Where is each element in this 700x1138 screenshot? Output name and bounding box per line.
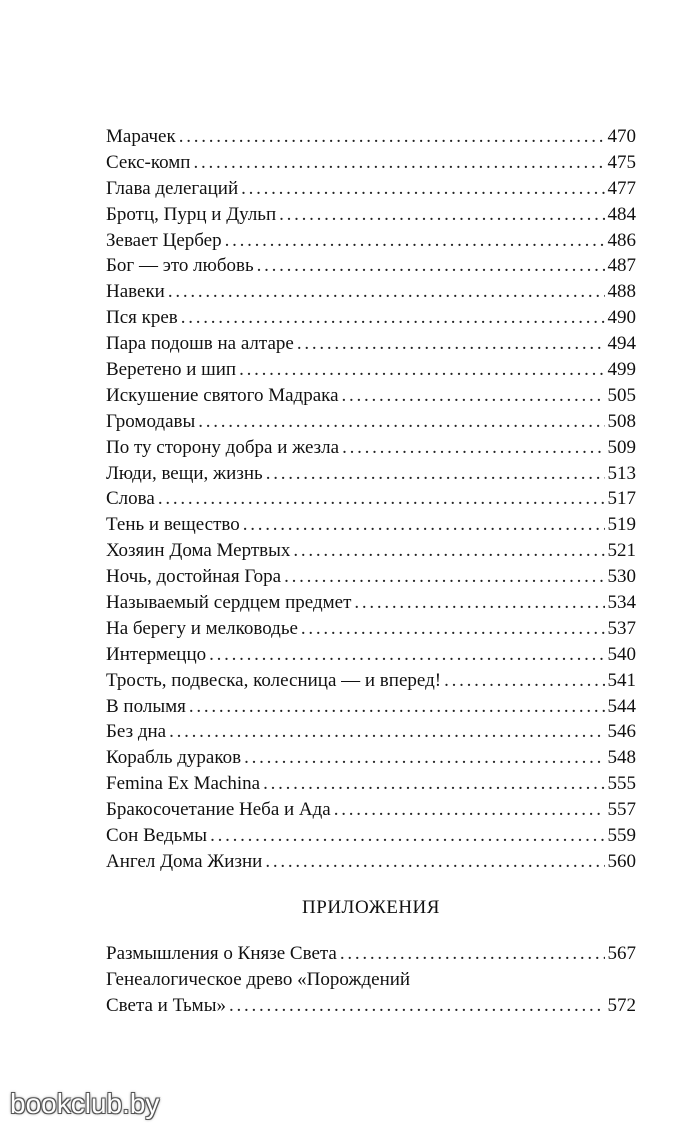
toc-entry-page: 521 <box>607 540 636 562</box>
toc-entry-page: 494 <box>607 333 636 355</box>
toc-entry-title: Бротц, Пурц и Дульп <box>106 203 277 225</box>
toc-leader-dots <box>301 616 605 642</box>
toc-entry[interactable] <box>106 331 636 357</box>
toc-leader-dots <box>279 202 604 228</box>
toc-entry-title: Сон Ведьмы <box>106 825 208 847</box>
toc-leader-dots <box>244 745 604 771</box>
toc-entry-title: Искушение святого Мадрака <box>106 384 339 406</box>
toc-entry-title: Секс-комп <box>106 151 191 173</box>
toc-entry[interactable] <box>106 512 636 538</box>
toc-entry[interactable] <box>106 719 636 745</box>
toc-leader-dots <box>241 176 604 202</box>
toc-entry-page: 567 <box>607 942 636 964</box>
toc-leader-dots <box>263 771 604 797</box>
toc-leader-dots <box>257 253 605 279</box>
toc-entry[interactable] <box>106 279 636 305</box>
toc-entry[interactable] <box>106 694 636 720</box>
toc-entry[interactable] <box>106 668 636 694</box>
toc-leader-dots <box>297 331 605 357</box>
toc-entry[interactable] <box>106 797 636 823</box>
toc-entry-page: 490 <box>607 307 636 329</box>
toc-leader-dots <box>209 642 604 668</box>
toc-entry[interactable] <box>106 383 636 409</box>
toc-leader-dots <box>266 461 605 487</box>
toc-entry-title: Люди, вещи, жизнь <box>106 462 263 484</box>
toc-entry-title: На берегу и мелководье <box>106 617 298 639</box>
toc-entry-title: Марачек <box>106 126 176 147</box>
toc-entry-title: Трость, подвеска, колесница — и вперед! <box>106 669 442 691</box>
toc-entry[interactable] <box>106 538 636 564</box>
toc-entry[interactable] <box>106 150 636 176</box>
toc-entry[interactable] <box>106 993 636 1019</box>
toc-entry-page: 477 <box>607 177 636 199</box>
toc-entry-page: 548 <box>607 747 636 769</box>
toc-entry-page: 546 <box>607 721 636 743</box>
toc-entry-title: Femina Ex Machina <box>106 773 261 795</box>
toc-entry-title: Размышления о Князе Света <box>106 942 337 964</box>
toc-entry-title: Бог — это любовь <box>106 255 254 277</box>
toc-leader-dots <box>265 849 604 875</box>
toc-entry-title: По ту сторону добра и жезла <box>106 436 340 458</box>
toc-entry[interactable] <box>106 486 636 512</box>
toc-entry-page: 505 <box>607 384 636 406</box>
toc-leader-dots <box>334 797 605 823</box>
toc-entry-title: Тень и вещество <box>106 514 240 536</box>
toc-entry-page: 487 <box>607 255 636 277</box>
toc-entry-title: Веретено и шип <box>106 359 237 381</box>
toc-entry[interactable] <box>106 409 636 435</box>
toc-leader-dots <box>158 486 605 512</box>
toc-entry-title: Громодавы <box>106 410 196 432</box>
toc-entry[interactable] <box>106 435 636 461</box>
toc-entry-title: Ангел Дома Жизни <box>106 850 263 872</box>
toc-entry[interactable] <box>106 461 636 487</box>
toc-entry[interactable] <box>106 616 636 642</box>
toc-entry-title: Бракосочетание Неба и Ада <box>106 799 331 821</box>
toc-leader-dots <box>340 941 605 967</box>
toc-entry-title-line1: Генеалогическое древо «Порождений <box>106 968 411 990</box>
toc-leader-dots <box>181 305 605 331</box>
toc-leader-dots <box>169 719 604 745</box>
toc-entry[interactable] <box>106 745 636 771</box>
toc-entry[interactable] <box>106 590 636 616</box>
toc-entry-title: В полымя <box>106 695 186 717</box>
toc-leader-dots <box>225 228 605 254</box>
toc-entry-page: 509 <box>607 436 636 458</box>
toc-entry-title: Корабль дураков <box>106 747 242 769</box>
toc-leader-dots <box>342 383 605 409</box>
toc-entry-page: 517 <box>607 488 636 510</box>
toc-entry-page: 534 <box>607 592 636 614</box>
toc-entry[interactable] <box>106 253 636 279</box>
toc-entry[interactable] <box>106 124 636 150</box>
toc-entry-page: 470 <box>607 126 636 147</box>
toc-entry-page: 519 <box>607 514 636 536</box>
toc-leader-dots <box>239 357 604 383</box>
toc-leader-dots <box>444 668 604 694</box>
toc-entry-page: 572 <box>607 994 636 1016</box>
toc-entry[interactable] <box>106 642 636 668</box>
toc-entry-title: Хозяин Дома Мертвых <box>106 540 291 562</box>
toc-entry[interactable] <box>106 823 636 849</box>
toc-leader-dots <box>189 694 605 720</box>
toc-entry[interactable] <box>106 564 636 590</box>
toc-entry-page: 484 <box>607 203 636 225</box>
toc-entry-title: Навеки <box>106 281 165 303</box>
toc-entry-page: 560 <box>607 850 636 872</box>
toc-entry[interactable] <box>106 202 636 228</box>
toc-entry-line1[interactable] <box>106 967 636 993</box>
toc-entry-page: 486 <box>607 229 636 251</box>
toc-entry[interactable] <box>106 941 636 967</box>
toc-leader-dots <box>210 823 604 849</box>
toc-entry-title: Называемый сердцем предмет <box>106 592 352 614</box>
toc-leader-dots <box>284 564 604 590</box>
toc-entry-page: 544 <box>607 695 636 717</box>
table-of-contents <box>106 124 636 1019</box>
toc-entry-page: 540 <box>607 643 636 665</box>
toc-leader-dots <box>293 538 604 564</box>
toc-entry-page: 513 <box>607 462 636 484</box>
toc-entry[interactable] <box>106 849 636 875</box>
toc-entry-page: 559 <box>607 825 636 847</box>
toc-entry-title: Без дна <box>106 721 167 743</box>
toc-entry-page: 555 <box>607 773 636 795</box>
toc-entry[interactable] <box>106 305 636 331</box>
toc-entry[interactable] <box>106 771 636 797</box>
appendix-list <box>106 941 636 1019</box>
watermark: bookclub.by <box>10 1088 160 1119</box>
toc-entry-page: 541 <box>607 669 636 691</box>
toc-entry-title: Глава делегаций <box>106 177 239 199</box>
toc-leader-dots <box>354 590 604 616</box>
toc-leader-dots <box>168 279 605 305</box>
toc-entry-page: 488 <box>607 281 636 303</box>
toc-leader-dots <box>193 150 604 176</box>
toc-entry-page: 530 <box>607 566 636 588</box>
toc-entry[interactable] <box>106 176 636 202</box>
toc-entry[interactable] <box>106 228 636 254</box>
toc-list <box>106 124 636 875</box>
toc-entry-title: Интермеццо <box>106 643 207 665</box>
toc-leader-dots <box>179 124 605 150</box>
toc-entry[interactable] <box>106 357 636 383</box>
toc-entry-title: Зевает Цербер <box>106 229 222 251</box>
toc-leader-dots <box>342 435 604 461</box>
toc-entry-title: Пара подошв на алтаре <box>106 333 294 355</box>
toc-leader-dots <box>198 409 604 435</box>
toc-entry-title: Света и Тьмы» <box>106 994 226 1016</box>
toc-entry-page: 557 <box>607 799 636 821</box>
toc-entry-title: Слова <box>106 488 155 510</box>
toc-leader-dots <box>229 993 605 1019</box>
toc-leader-dots <box>243 512 605 538</box>
toc-entry-page: 537 <box>607 617 636 639</box>
appendix-heading: ПРИЛОЖЕНИЯ <box>302 896 440 918</box>
toc-entry-title: Пся крев <box>106 307 178 329</box>
toc-entry-page: 508 <box>607 410 636 432</box>
toc-entry-page: 499 <box>607 359 636 381</box>
toc-entry-title: Ночь, достойная Гора <box>106 566 282 588</box>
toc-entry-page: 475 <box>607 151 636 173</box>
